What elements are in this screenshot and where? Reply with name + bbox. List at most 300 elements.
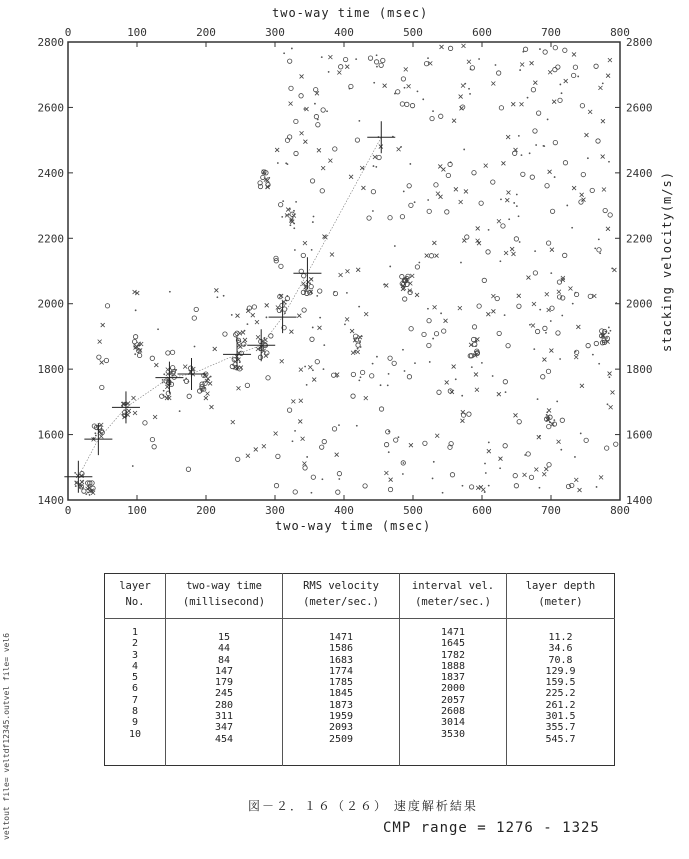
semblance-point [608,327,610,329]
semblance-point [294,249,296,251]
semblance-point [529,152,531,154]
table-cell: 2057 [440,694,466,706]
semblance-point [513,413,517,417]
semblance-point [533,348,535,350]
table-cell: 9 [131,717,139,729]
semblance-point [484,463,486,465]
semblance-point [539,48,541,50]
semblance-point [388,216,392,220]
semblance-point [289,86,293,90]
semblance-point [543,145,545,147]
semblance-point [488,442,490,444]
semblance-point [571,73,575,77]
semblance-point [404,67,408,71]
semblance-point [552,100,556,104]
semblance-point [99,434,103,438]
semblance-point [266,376,270,380]
semblance-point [440,45,444,49]
semblance-point [606,337,608,339]
semblance-point [476,226,480,230]
semblance-point [604,446,608,450]
semblance-point [499,106,503,110]
semblance-point [186,467,190,471]
table-cell: 6 [131,683,139,695]
table-cell: 2509 [328,733,354,745]
semblance-point [338,424,340,426]
semblance-point [333,291,335,293]
semblance-point [375,166,377,168]
semblance-point [587,157,589,159]
semblance-point [318,326,322,330]
semblance-point [388,373,390,375]
semblance-point [312,327,314,329]
semblance-point [529,324,531,326]
semblance-point [573,65,577,69]
semblance-point [487,449,491,453]
semblance-point [345,317,349,321]
semblance-point [464,189,468,193]
semblance-point [376,356,378,358]
semblance-point [608,332,610,334]
semblance-point [252,305,256,309]
semblance-point [542,358,546,362]
semblance-point [361,186,365,190]
table-cell: 1471 [328,632,354,643]
x-tick-label: 200 [196,26,216,39]
semblance-point [314,103,316,105]
semblance-point [547,119,549,121]
semblance-point [574,478,578,482]
semblance-point [293,490,297,494]
x-tick-label: 300 [265,26,285,39]
semblance-point [289,224,291,226]
semblance-point [533,129,537,133]
semblance-point [328,55,332,59]
semblance-point [251,313,255,317]
semblance-point [95,435,97,437]
semblance-point [349,84,353,88]
semblance-point [476,486,480,490]
semblance-point [209,405,213,409]
semblance-point [400,146,402,148]
semblance-point [596,486,598,488]
y-tick-label: 2800 [626,36,653,49]
x-tick-label: 300 [265,504,285,517]
semblance-point [313,216,315,218]
semblance-point [231,420,235,424]
table-cell: 147 [214,665,234,677]
semblance-point [322,439,326,443]
figure-caption: 図－２．１６（２６） 速度解析結果 [248,799,478,813]
semblance-point [517,294,521,298]
y-tick-label: 2200 [37,232,64,246]
semblance-point [414,362,416,364]
semblance-point [350,329,354,333]
y-tick-label: 1400 [626,494,653,507]
semblance-point [160,394,164,398]
semblance-point [429,361,431,363]
velocity-pick [269,301,297,333]
semblance-point [135,309,137,311]
semblance-point [409,203,413,207]
table-cell: 44 [217,643,231,655]
semblance-point [548,170,552,174]
x-tick-label: 0 [64,504,72,517]
table-cell: 34.6 [548,643,573,655]
table-cell: 280 [214,699,234,711]
x-tick-label: 400 [334,504,354,517]
semblance-point [586,343,590,347]
semblance-point [277,162,279,164]
semblance-point [475,388,479,392]
semblance-point [470,66,474,70]
semblance-point [310,337,314,341]
semblance-point [599,475,603,479]
semblance-point [599,252,601,254]
semblance-point [236,314,240,318]
semblance-point [389,478,393,482]
semblance-point [403,191,405,193]
semblance-point [598,86,602,90]
semblance-point [521,172,525,176]
semblance-point [610,390,614,394]
semblance-point [94,432,96,434]
semblance-point [311,492,313,494]
semblance-point [237,343,241,347]
semblance-point [513,202,515,204]
semblance-point [402,349,404,351]
column-layer-no [109,619,161,740]
x-axis-title-bottom: two-way time (msec) [275,519,432,533]
semblance-point [403,462,405,464]
semblance-point [245,383,249,387]
semblance-point [403,297,407,301]
semblance-point [472,171,476,175]
semblance-point [243,344,245,346]
semblance-point [384,283,388,287]
semblance-point [404,87,406,89]
semblance-point [407,184,411,188]
semblance-point [360,376,362,378]
semblance-point [323,344,325,346]
semblance-point [545,292,549,296]
x-tick-label: 600 [472,504,492,517]
semblance-point [170,350,174,354]
column-interval-vel [404,619,502,740]
table-cell: 347 [214,722,234,734]
y-tick-label: 1800 [37,363,64,377]
semblance-point [291,399,295,403]
semblance-point [533,81,537,85]
table-cell: 1586 [328,643,354,655]
semblance-point [358,379,360,381]
semblance-point [535,144,537,146]
table-cell: 179 [214,677,234,689]
y-tick-label: 1600 [37,428,64,442]
semblance-point [434,183,438,187]
semblance-point [223,295,225,297]
semblance-point [422,98,424,100]
semblance-point [576,325,580,329]
semblance-point [534,468,538,472]
semblance-point [303,140,307,144]
semblance-point [535,329,539,333]
semblance-point [578,488,582,492]
semblance-point [547,308,551,312]
table-cell: 3530 [440,728,466,740]
semblance-point [521,154,523,156]
semblance-point [166,351,170,355]
semblance-point [409,327,413,331]
semblance-point [74,472,76,474]
semblance-point [407,375,411,379]
semblance-point [310,179,314,183]
semblance-point [505,198,509,202]
semblance-point [104,358,108,362]
semblance-point [461,410,465,414]
semblance-point [550,320,552,322]
table-cell: 70.8 [548,654,573,666]
table-cell: 301.5 [545,711,576,723]
semblance-point [488,485,490,487]
semblance-point [523,47,527,51]
semblance-point [462,485,464,487]
semblance-point [506,191,510,195]
semblance-point [357,348,359,350]
semblance-point [450,473,454,477]
semblance-point [541,375,545,379]
semblance-point [344,323,346,325]
semblance-point [547,408,551,412]
semblance-point [461,84,465,88]
header-layer-depth: layer depth (meter) [507,574,615,619]
semblance-point [580,433,582,435]
table-cell: 10 [128,728,142,740]
table-cell: 1782 [440,649,466,661]
semblance-point [389,266,391,268]
semblance-point [543,326,547,330]
semblance-point [333,147,337,151]
table-cell: 1873 [328,699,354,711]
semblance-point [484,491,486,493]
semblance-point [187,394,191,398]
semblance-point [467,60,471,64]
semblance-point [608,161,610,163]
semblance-point [463,149,465,151]
semblance-point [326,110,328,112]
semblance-point [282,200,284,202]
semblance-point [380,384,382,386]
semblance-point [610,330,612,332]
semblance-point [315,360,319,364]
semblance-point [204,396,208,400]
table-cell: 3014 [440,717,466,729]
semblance-point [581,172,585,176]
semblance-point [312,221,314,223]
semblance-point [314,114,318,118]
semblance-point [379,407,383,411]
semblance-point [498,457,502,461]
semblance-point [482,278,486,282]
table-cell: 261.2 [545,699,576,711]
semblance-point [316,123,320,127]
semblance-point [360,370,364,374]
velocity-pick [367,121,395,153]
semblance-point [287,135,291,139]
semblance-point [462,239,466,243]
semblance-point [258,355,262,359]
semblance-point [436,192,440,196]
table-cell: 454 [214,733,234,745]
semblance-point [336,490,340,494]
semblance-point [531,88,535,92]
semblance-point [423,441,427,445]
semblance-point [601,155,605,159]
semblance-point [500,198,502,200]
semblance-point [388,356,392,360]
x-tick-label: 100 [127,504,147,517]
semblance-point [299,94,303,98]
semblance-point [285,138,289,142]
semblance-point [452,119,456,123]
semblance-point [131,396,135,400]
semblance-point [517,420,521,424]
semblance-point [309,277,313,281]
semblance-point [505,391,507,393]
semblance-point [609,376,611,378]
semblance-point [208,381,212,385]
semblance-point [611,268,613,270]
semblance-point [488,229,490,231]
semblance-point [441,167,445,171]
semblance-point [295,201,297,203]
y-tick-label: 2800 [37,36,64,49]
semblance-point [355,58,357,60]
semblance-point [461,413,465,417]
table-cell: 311 [214,711,234,723]
semblance-point [351,394,355,398]
semblance-point [554,176,556,178]
semblance-point [294,119,298,123]
semblance-point [262,444,266,448]
cmp-range: CMP range = 1276 - 1325 [383,820,600,836]
semblance-point [364,396,368,400]
semblance-point [592,354,594,356]
semblance-point [279,294,281,296]
x-tick-label: 0 [64,26,72,39]
semblance-point [520,63,524,67]
semblance-point [98,340,102,344]
semblance-point [133,411,137,415]
y-tick-label: 1800 [626,363,653,377]
semblance-point [539,309,541,311]
semblance-point [239,366,243,370]
semblance-point [150,437,154,441]
semblance-point [394,245,396,247]
semblance-point [75,485,77,487]
semblance-point [615,302,617,304]
table-cell: 1888 [440,660,466,672]
semblance-point [532,302,536,306]
semblance-point [594,247,596,249]
semblance-point [400,102,404,106]
semblance-point [336,376,338,378]
semblance-point [409,163,411,165]
semblance-point [474,372,478,376]
semblance-point [547,424,551,428]
header-layer: layer No. [105,574,166,619]
semblance-point [308,365,312,369]
semblance-point [513,473,517,477]
semblance-point [546,369,550,373]
semblance-point [514,237,518,241]
semblance-point [506,135,510,139]
semblance-point [402,473,404,475]
semblance-point [442,329,446,333]
semblance-point [316,295,318,297]
semblance-point [288,214,290,216]
semblance-point [244,330,246,332]
semblance-point [563,253,567,257]
semblance-point [558,98,562,102]
semblance-point [311,249,313,251]
semblance-point [486,250,490,254]
semblance-point [194,346,196,348]
velocity-pick [223,338,251,370]
table-cell: 1785 [328,677,354,689]
table-cell: 11.2 [548,632,573,643]
x-tick-label: 500 [403,26,423,39]
semblance-point [232,357,234,359]
semblance-point [294,151,298,155]
semblance-point [309,282,311,284]
semblance-point [606,227,610,231]
semblance-point [188,381,190,383]
semblance-point [143,421,147,425]
semblance-point [486,312,490,316]
semblance-point [550,248,554,252]
semblance-point [166,380,168,382]
semblance-point [437,390,441,394]
semblance-point [514,484,518,488]
column-rms-velocity [287,619,395,745]
semblance-point [238,339,240,341]
semblance-point [467,412,471,416]
table-cell: 1683 [328,654,354,666]
pick-trend-line [78,137,381,477]
semblance-point [255,320,259,324]
semblance-point [427,343,431,347]
semblance-point [280,359,284,363]
semblance-point [602,187,606,191]
semblance-point [590,188,594,192]
semblance-point [346,292,348,294]
semblance-point [243,338,247,342]
semblance-point [384,471,388,475]
semblance-point [301,437,305,441]
semblance-point [559,84,561,86]
semblance-point [246,309,250,313]
y-tick-label: 2600 [626,101,653,115]
semblance-point [511,102,515,106]
semblance-point [286,214,288,216]
semblance-point [527,97,529,99]
semblance-point [427,209,431,213]
semblance-point [465,235,469,239]
semblance-point [556,331,560,335]
semblance-point [301,253,305,257]
semblance-point [556,401,558,403]
